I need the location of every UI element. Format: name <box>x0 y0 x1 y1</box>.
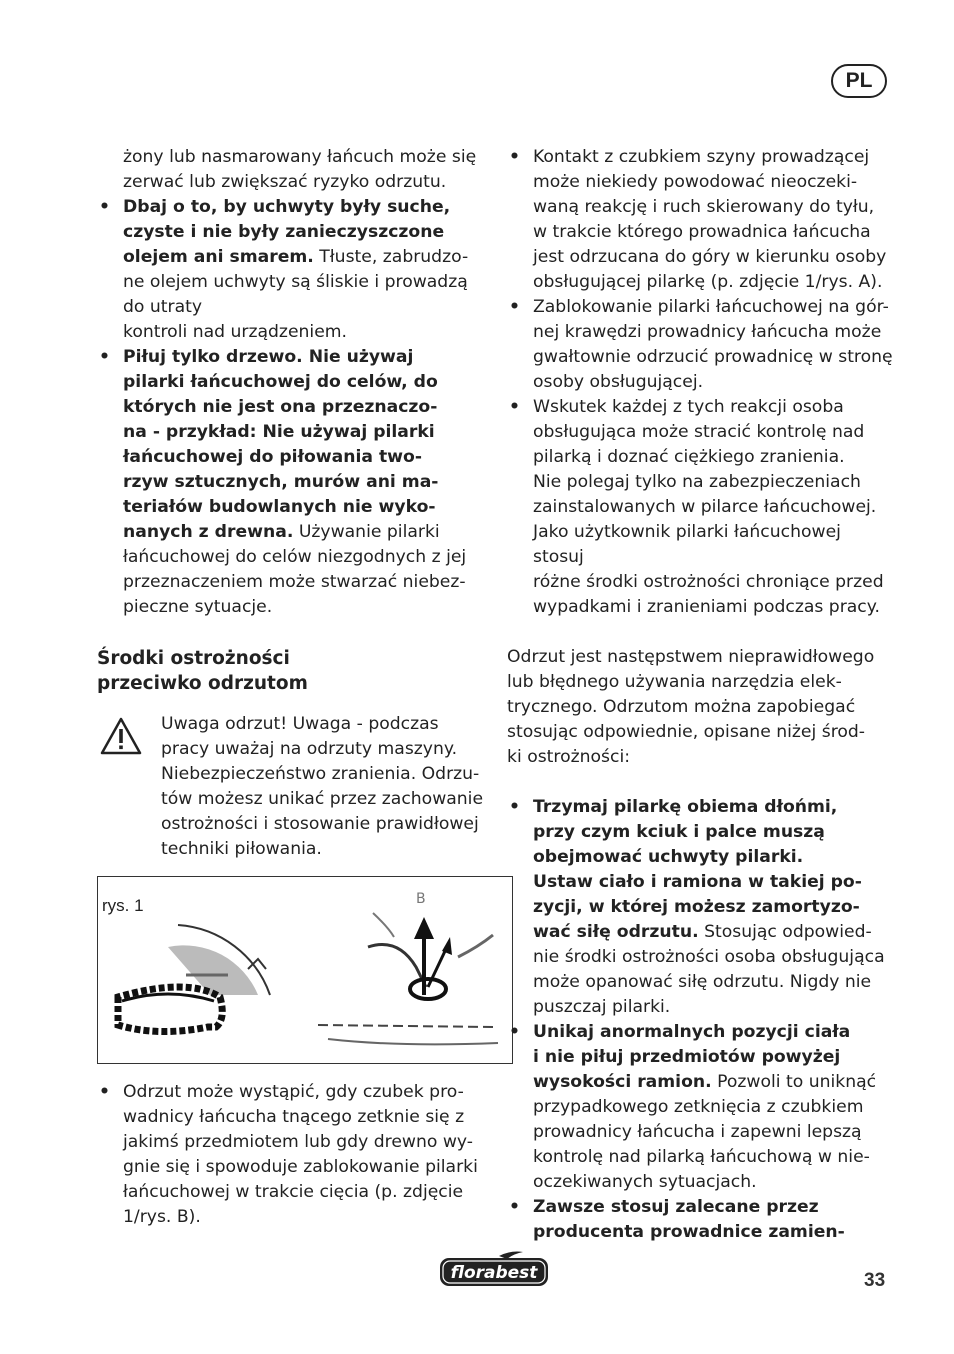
language-badge: PL <box>831 64 887 98</box>
figure-kickback <box>97 876 513 1064</box>
right-column <box>507 145 897 1245</box>
left-column <box>97 145 487 1230</box>
paragraph-kickback: Odrzut jest następstwem nieprawidłowego lub błędnego używania narzędzia elek- trycznego. Odrzutom można zapobiegać stosując odpowiednie, opisane niżej środ- ki ostrożności: <box>507 647 875 767</box>
bullet-pinching: • Zablokowanie pilarki łańcuchowej na gór- nej krawędzi prowadnicy łańcucha może gwałtownie odrzucić prowadnicę w stronę osoby obsługującej. <box>507 295 897 395</box>
warning-block: Uwaga odrzut! Uwaga - podczas pracy uważaj na odrzuty maszyny. Niebezpieczeństwo zranienia. Odrzu- tów możesz unikać przez zachowanie ostrożności i stosowanie prawidłowej techniki piłowania. <box>97 712 487 862</box>
bullet-hold-both-hands: • Trzymaj pilarkę obiema dłońmi, przy czym kciuk i palce muszą obejmować uchwyty pilarki. Ustaw ciało i ramiona w takiej po- zycji, w której możesz zamortyzo- wać siłę odrzutu. Stosując odpowied- nie środki ostrożności osoba obsługująca może opanować siłę odrzutu. Nigdy nie puszczaj pilarki. <box>507 795 897 1020</box>
bullet-dry-handles: • Dbaj o to, by uchwyty były suche, czyste i nie były zanieczyszczone olejem ani smarem. Tłuste, zabrudzo- ne olejem uchwyty są śliskie i prowadzą do utraty kontroli nad urządzeniem. <box>97 195 487 345</box>
svg-text:B: B <box>416 891 426 907</box>
bullet-loss-of-control: • Wskutek każdej z tych reakcji osoba obsługująca może stracić kontrolę nad pilarką i doznać ciężkiego zranienia. Nie polegaj tylko na zabezpieczeniach zainstalowanych w pilarce łańcuchowej. Jako użytkownik pilarki łańcuchowej stosuj różne środki ostrożności chroniące przed wypadkami i zranieniami podczas pracy. <box>507 395 897 620</box>
figure-label: rys. 1 <box>102 896 144 915</box>
section-heading: Środki ostrożności przeciwko odrzutom <box>97 648 308 694</box>
bullet-wood-only: • Piłuj tylko drzewo. Nie używaj pilarki łańcuchowej do celów, do których nie jest ona przeznaczo- na - przykład: Nie używaj pilarki łańcuchowej do piłowania two- rzyw sztucznych, murów ani ma- teriałów budowlanych nie wyko- nanych z drewna. Używanie pilarki łańcuchowej do celów niezgodnych z jej przeznaczeniem może stwarzać niebez- pieczne sytuacje. <box>97 345 487 620</box>
bullet-tip-contact: • Kontakt z czubkiem szyny prowadzącej może niekiedy powodować nieoczeki- waną reakcję i ruch skierowany do tyłu, w trakcie którego prowadnica łańcucha jest odrzucana do góry w kierunku osoby obsługującej pilarkę (p. zdjęcie 1/rys. A). <box>507 145 897 295</box>
page-number: 33 <box>864 1270 886 1291</box>
bullet-kickback-cause: • Odrzut może wystąpić, gdy czubek pro- wadnicy łańcucha tnącego zetknie się z jakimś przedmiotem lub gdy drewno wy- gnie się i spowoduje zablokowanie pilarki łańcuchowej w trakcie cięcia (p. zdjęcie 1/rys. B). <box>97 1080 487 1230</box>
bullet-recommended-bars: • Zawsze stosuj zalecane przez producenta prowadnice zamien- <box>507 1195 897 1245</box>
florabest-logo <box>437 1250 551 1290</box>
bullet-avoid-abnormal-posture: • Unikaj anormalnych pozycji ciała i nie piłuj przedmiotów powyżej wysokości ramion. Pozwoli to uniknąć przypadkowego zetknięcia z czubkiem prowadnicy łańcucha i zapewni lepszą kontrolę nad pilarką łańcuchową w nie- oczekiwanych sytuacjach. <box>507 1020 897 1195</box>
svg-text:florabest: florabest <box>450 1263 538 1283</box>
kickback-illustration <box>98 877 513 1064</box>
warning-triangle-icon <box>99 716 143 756</box>
paragraph-continued: żony lub nasmarowany łańcuch może się zerwać lub zwiększać ryzyko odrzutu. <box>123 147 477 192</box>
